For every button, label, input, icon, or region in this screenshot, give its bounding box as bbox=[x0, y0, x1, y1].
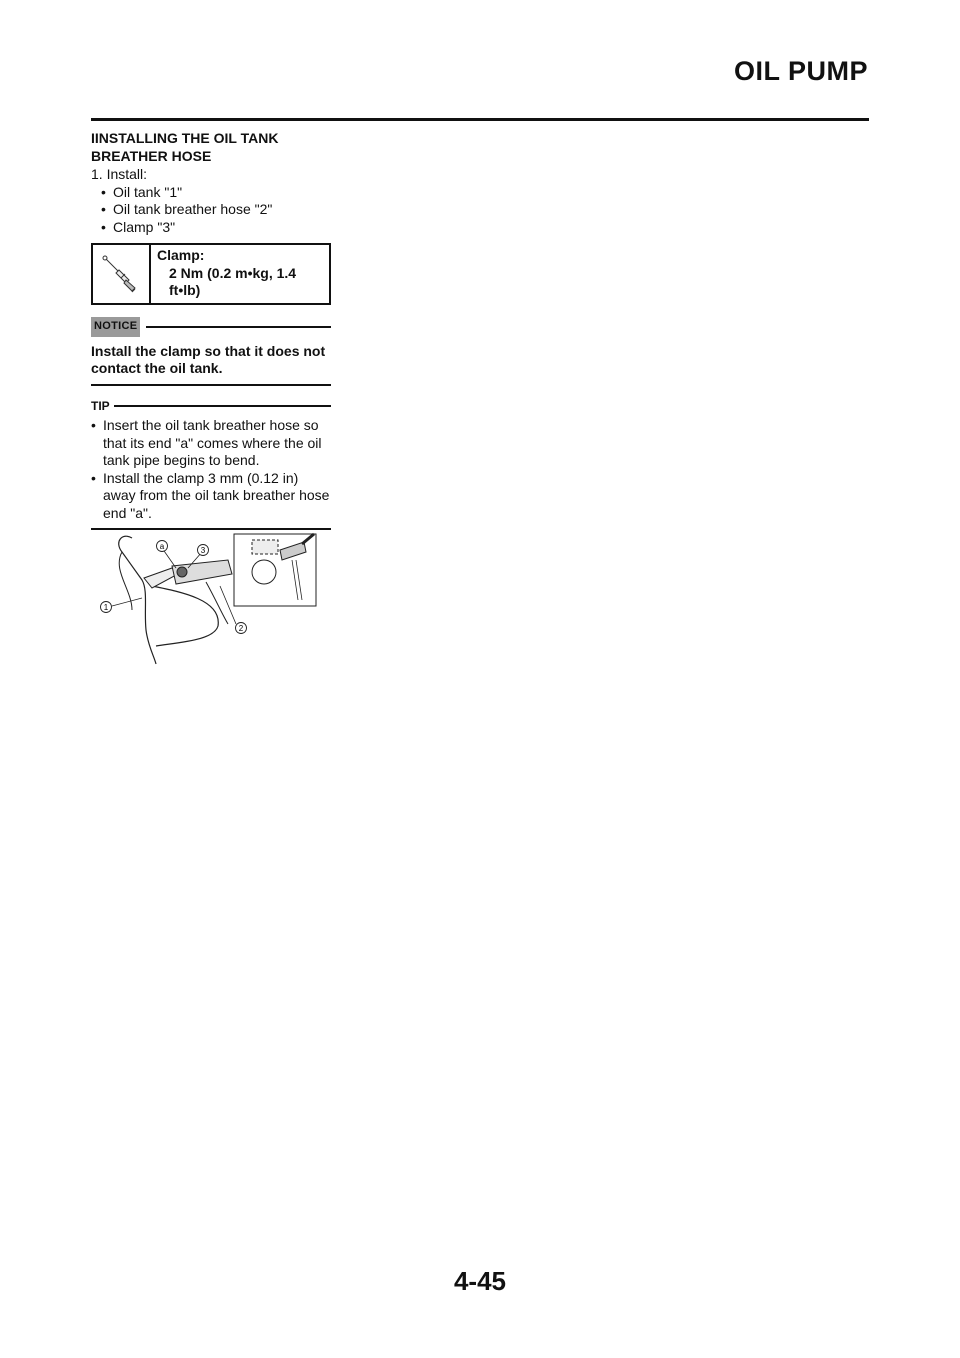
install-list bbox=[91, 184, 331, 237]
list-item: • Install the clamp 3 mm (0.12 in) away from the oil tank breather hose end "a". bbox=[91, 470, 331, 523]
page-title: OIL PUMP bbox=[733, 56, 868, 86]
list-item: • Clamp "3" bbox=[91, 219, 331, 237]
spec-value-line1: 2 Nm (0.2 m•kg, 1.4 bbox=[169, 264, 297, 281]
spec-value-line2: ft•lb) bbox=[169, 282, 201, 298]
notice-text: Install the clamp so that it does not contact the oil tank. bbox=[91, 342, 326, 376]
svg-text:2: 2 bbox=[238, 624, 244, 633]
spec-label: Clamp: bbox=[157, 247, 205, 263]
callout-a bbox=[157, 541, 168, 552]
spec-text bbox=[151, 245, 302, 303]
torque-spec-box bbox=[91, 243, 331, 305]
callout-2 bbox=[236, 623, 247, 634]
list-item: • Oil tank breather hose "2" bbox=[91, 201, 331, 219]
notice-badge: NOTICE bbox=[91, 317, 140, 337]
section-heading-line2: BREATHER HOSE bbox=[91, 147, 212, 164]
tip-list bbox=[91, 417, 331, 522]
tip-divider bbox=[114, 405, 331, 407]
step-label: 1. Install: bbox=[91, 166, 148, 182]
content-column bbox=[91, 130, 331, 530]
notice-divider bbox=[146, 326, 331, 328]
oil-tank-diagram bbox=[92, 530, 324, 666]
section-heading-line1: IINSTALLING THE OIL TANK bbox=[91, 130, 279, 146]
header-divider bbox=[91, 118, 869, 121]
callout-3 bbox=[198, 545, 209, 556]
page-number: 4-45 bbox=[453, 1266, 507, 1296]
list-item: • Insert the oil tank breather hose so that its end "a" comes where the oil tank pipe begins to bend. bbox=[91, 417, 331, 470]
svg-text:1: 1 bbox=[103, 603, 109, 612]
svg-text:3: 3 bbox=[200, 546, 206, 555]
svg-text:a: a bbox=[159, 542, 165, 551]
notice-bottom-divider bbox=[91, 384, 331, 386]
tip-header bbox=[91, 398, 331, 416]
notice-header bbox=[91, 317, 331, 337]
list-item: • Oil tank "1" bbox=[91, 184, 331, 202]
callout-1 bbox=[101, 602, 112, 613]
torque-wrench-icon bbox=[93, 245, 151, 303]
tip-label: TIP bbox=[91, 398, 110, 413]
